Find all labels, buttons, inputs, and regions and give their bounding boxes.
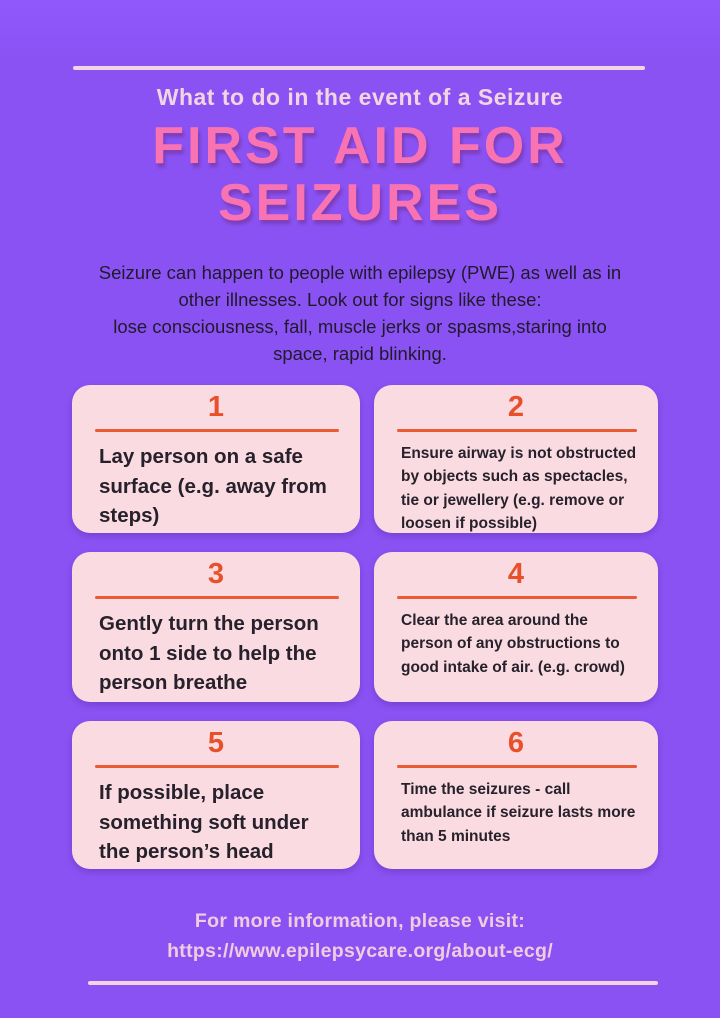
step-2-divider	[397, 429, 637, 432]
step-card-2	[374, 385, 658, 533]
step-5-text: If possible, place something soft under the person’s head	[99, 781, 309, 864]
eyebrow-title: What to do in the event of a Seizure	[156, 84, 564, 110]
top-divider	[73, 66, 645, 70]
step-1-number: 1	[207, 391, 225, 423]
page-title: FIRST AID FOR SEIZURES	[152, 117, 568, 233]
step-2-number: 2	[507, 391, 525, 423]
intro-line-4: space, rapid blinking.	[273, 343, 447, 364]
step-3-divider	[95, 596, 339, 599]
step-4-text: Clear the area around the person of any obstructions to good intake of air. (e.g. crowd)	[401, 612, 625, 676]
step-5-number: 5	[207, 727, 225, 759]
step-4-number: 4	[507, 558, 525, 590]
bottom-divider	[88, 981, 658, 985]
step-card-3	[72, 552, 360, 702]
step-card-1	[72, 385, 360, 533]
intro-line-1: Seizure can happen to people with epilepsy (PWE) as well as in	[98, 262, 622, 283]
intro-line-3: lose consciousness, fall, muscle jerks or spasms,staring into	[113, 316, 607, 337]
step-6-number: 6	[507, 727, 525, 759]
step-4-divider	[397, 596, 637, 599]
step-2-text: Ensure airway is not obstructed by objects such as spectacles, tie or jewellery (e.g. remove or loosen if possible)	[401, 445, 637, 532]
intro-line-2: other illnesses. Look out for signs like these:	[178, 289, 542, 310]
step-3-text: Gently turn the person onto 1 side to help the person breathe	[99, 612, 319, 695]
intro-text	[0, 259, 720, 367]
step-1-text: Lay person on a safe surface (e.g. away from steps)	[99, 445, 327, 528]
step-card-6	[374, 721, 658, 869]
step-card-4	[374, 552, 658, 702]
steps-grid	[72, 385, 658, 869]
footer	[0, 906, 720, 966]
footer-url: https://www.epilepsycare.org/about-ecg/	[167, 940, 553, 962]
footer-info-label: For more information, please visit:	[194, 910, 526, 932]
step-3-number: 3	[207, 558, 225, 590]
step-1-divider	[95, 429, 339, 432]
step-6-divider	[397, 765, 637, 768]
step-card-5	[72, 721, 360, 869]
step-6-text: Time the seizures - call ambulance if seizure lasts more than 5 minutes	[401, 781, 636, 845]
step-5-divider	[95, 765, 339, 768]
